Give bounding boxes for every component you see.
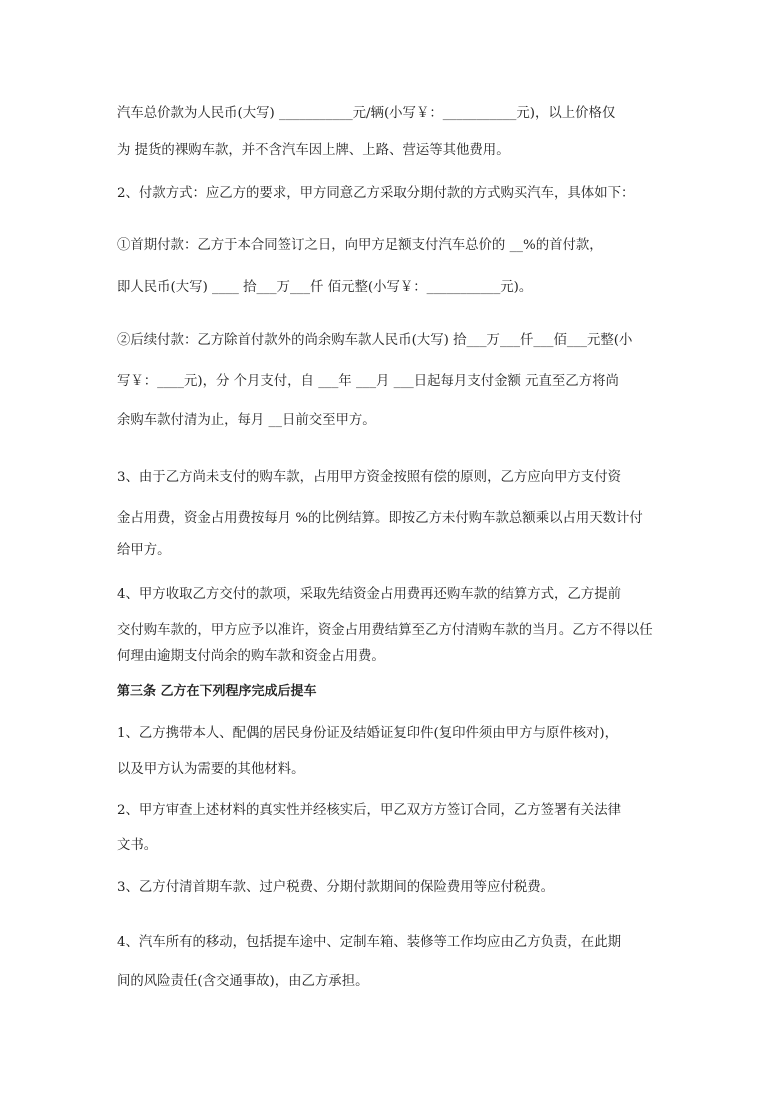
- text-line: 以及甲方认为需要的其他材料。: [117, 762, 305, 777]
- text-line: 间的风险责任(含交通事故)，由乙方承担。: [117, 974, 369, 989]
- text-line: 汽车总价款为人民币(大写) ___________元/辆(小写￥：___________元)，以上价格仅: [117, 106, 616, 121]
- text-line: 2、甲方审查上述材料的真实性并经核实后，甲乙双方方签订合同，乙方签署有关法律: [117, 803, 621, 818]
- text-line: 为 提货的裸购车款，并不含汽车因上牌、上路、营运等其他费用。: [117, 143, 510, 158]
- text-line: 1、乙方携带本人、配偶的居民身份证及结婚证复印件(复印件须由甲方与原件核对)，: [117, 726, 619, 741]
- text-line: 交付购车款的，甲方应予以准许，资金占用费结算至乙方付清购车款的当月。乙方不得以任: [117, 623, 653, 638]
- text-line: ①首期付款：乙方于本合同签订之日，向甲方足额支付汽车总价的 __%的首付款，: [117, 238, 603, 253]
- text-line: 4、甲方收取乙方交付的款项，采取先结资金占用费再还购车款的结算方式，乙方提前: [117, 587, 621, 602]
- text-line: 3、乙方付清首期车款、过户税费、分期付款期间的保险费用等应付税费。: [117, 880, 555, 895]
- text-line: 4、汽车所有的移动，包括提车途中、定制车箱、装修等工作均应由乙方负责，在此期: [117, 935, 621, 950]
- text-line: 给甲方。: [117, 543, 171, 558]
- text-line: 即人民币(大写) ____ 拾___万___仟 佰元整(小写￥：___________元)。: [117, 280, 533, 295]
- text-line: 余购车款付清为止，每月 __日前交至甲方。: [117, 413, 376, 428]
- section-heading: 第三条 乙方在下列程序完成后提车: [117, 684, 317, 699]
- text-line: 3、由于乙方尚未支付的购车款，占用甲方资金按照有偿的原则，乙方应向甲方支付资: [117, 470, 621, 485]
- text-line: 金占用费，资金占用费按每月 %的比例结算。即按乙方未付购车款总额乘以占用天数计付: [117, 511, 643, 526]
- text-line: 文书。: [117, 838, 158, 853]
- text-line: 2、付款方式：应乙方的要求，甲方同意乙方采取分期付款的方式购买汽车，具体如下：: [117, 186, 635, 201]
- text-line: 何理由逾期支付尚余的购车款和资金占用费。: [117, 649, 385, 664]
- text-line: ②后续付款：乙方除首付款外的尚余购车款人民币(大写) 拾___万___仟___佰___元整(小: [117, 333, 633, 348]
- text-line: 写￥：____元)，分 个月支付，自 ___年 ___月 ___日起每月支付金额 元直至乙方将尚: [117, 374, 619, 389]
